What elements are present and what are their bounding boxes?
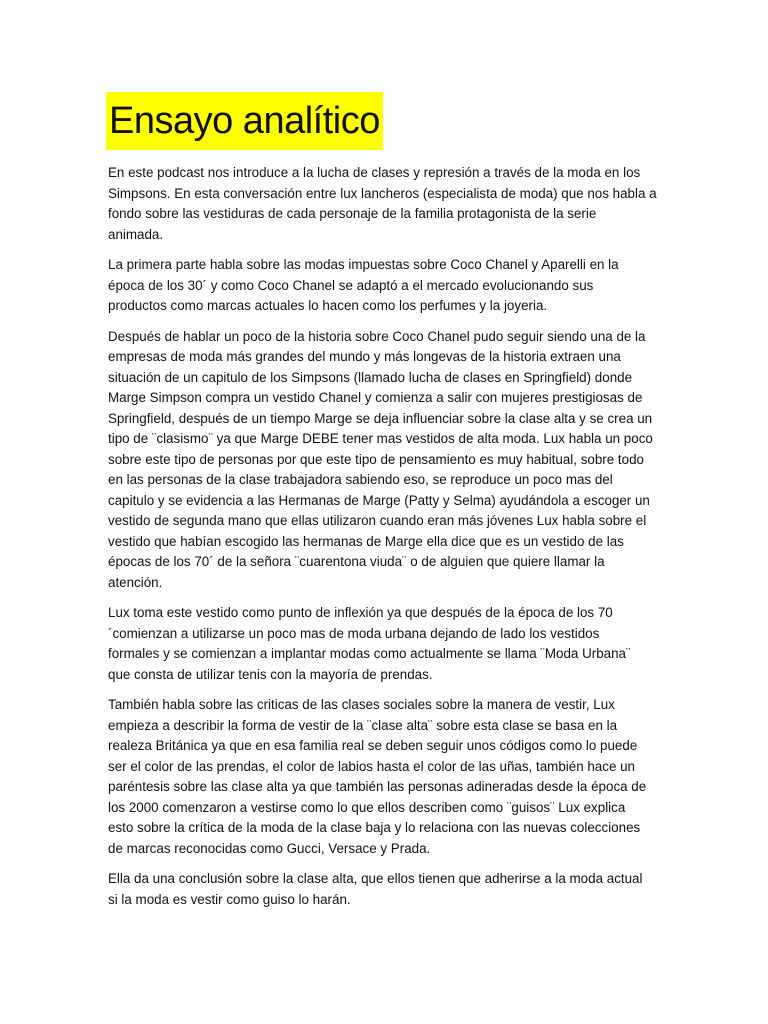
text-line: de marcas reconocidas como Gucci, Versace y Prada. <box>108 840 431 856</box>
text-line: productos como marcas actuales lo hacen como los perfumes y la joyeria. <box>108 298 548 313</box>
text-line: que consta de utilizar tenis con la mayoría de prendas. <box>108 666 433 682</box>
paragraph-3 <box>108 327 668 594</box>
text-line: épocas de los 70´ de la señora ¨cuarentona viuda¨ o de alguien que quiere llamar la <box>108 554 605 569</box>
text-line: ´comienzan a utilizarse un poco mas de moda urbana dejando de lado los vestidos <box>108 625 600 641</box>
text-line: tipo de ¨clasismo¨ ya que Marge DEBE tener mas vestidos de alta moda. Lux habla un poco <box>108 431 653 446</box>
text-line: realeza Británica ya que en esa familia real se deben seguir unos códigos como lo puede <box>108 738 638 753</box>
text-line: Después de hablar un poco de la historia sobre Coco Chanel pudo seguir siendo una de la <box>108 328 646 344</box>
text-line: época de los 30´ y como Coco Chanel se adaptó a el mercado evolucionando sus <box>108 277 594 293</box>
paragraph-6 <box>108 869 668 910</box>
text-line: empieza a describir la forma de vestir de la ¨clase alta¨ sobre esta clase se basa en la <box>108 717 618 733</box>
text-line: Simpsons. En esta conversación entre lux lancheros (especialista de moda) que nos habla a <box>108 185 657 201</box>
text-line: formales y se comienzan a implantar modas como actualmente se llama ¨Moda Urbana¨ <box>108 646 631 661</box>
paragraph-2 <box>108 255 668 317</box>
paragraph-1 <box>108 163 668 245</box>
text-line: ser el color de las prendas, el color de labios hasta el color de las uñas, también hace un <box>108 758 636 774</box>
text-line: Lux toma este vestido como punto de inflexión ya que después de la época de los 70 <box>108 605 613 620</box>
text-line: empresas de moda más grandes del mundo y más longevas de la historia extraen una <box>108 349 621 364</box>
paragraph-4 <box>108 603 668 685</box>
text-line: También habla sobre las criticas de las clases sociales sobre la manera de vestir, Lux <box>108 697 615 712</box>
text-line: si la moda es vestir como guiso lo harán. <box>108 891 351 907</box>
text-line: Ella da una conclusión sobre la clase alta, que ellos tienen que adherirse a la moda actual <box>108 871 643 886</box>
document-title: Ensayo analítico <box>106 92 383 150</box>
text-line: sobre este tipo de personas por que este tipo de pensamiento es muy habitual, sobre todo <box>108 451 644 467</box>
paragraph-5 <box>108 695 668 859</box>
text-line: situación de un capitulo de los Simpsons (llamado lucha de clases en Springfield) donde <box>108 369 633 385</box>
text-line: animada. <box>108 226 164 242</box>
text-line: atención. <box>108 574 163 590</box>
text-line: capitulo y se evidencia a las Hermanas de Marge (Patty y Selma) ayudándola a escoger un <box>108 492 650 508</box>
text-line: Marge Simpson compra un vestido Chanel y comienza a salir con mujeres prestigiosas de <box>108 390 643 405</box>
text-line: esto sobre la crítica de la moda de la clase baja y lo relaciona con las nuevas colecciones <box>108 820 641 835</box>
document-body <box>108 163 668 920</box>
text-line: Springfield, después de un tiempo Marge se deja influenciar sobre la clase alta y se crea un <box>108 410 653 426</box>
text-line: fondo sobre las vestiduras de cada personaje de la familia protagonista de la serie <box>108 206 597 221</box>
text-line: en las personas de la clase trabajadora sabiendo eso, se reproduce un poco mas del <box>108 472 613 487</box>
text-line: En este podcast nos introduce a la lucha de clases y represión a través de la moda en los <box>108 165 641 180</box>
text-line: vestido que habían escogido las hermanas de Marge ella dice que es un vestido de las <box>108 533 624 549</box>
text-line: La primera parte habla sobre las modas impuestas sobre Coco Chanel y Aparelli en la <box>108 257 619 272</box>
text-line: vestido de segunda mano que ellas utilizaron cuando eran más jóvenes Lux habla sobre el <box>108 513 647 528</box>
text-line: los 2000 comenzaron a vestirse como lo que ellos describen como ¨guisos¨ Lux explica <box>108 799 626 815</box>
text-line: paréntesis sobre las clase alta ya que también las personas adineradas desde la época de <box>108 779 647 794</box>
